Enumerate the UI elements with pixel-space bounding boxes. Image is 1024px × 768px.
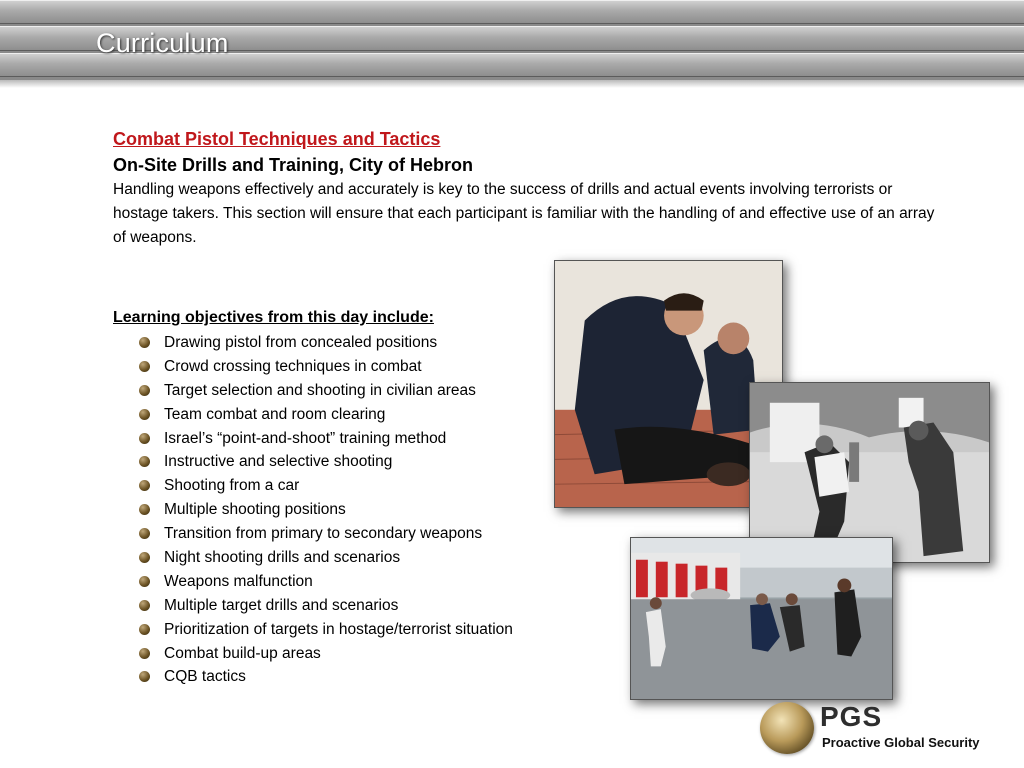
bullet-icon (139, 385, 150, 396)
header-stripe-top (0, 0, 1024, 24)
bullet-icon (139, 624, 150, 635)
objective-item (138, 474, 513, 498)
globe-icon (760, 702, 814, 754)
bullet-icon (139, 361, 150, 372)
objective-text: Target selection and shooting in civilian areas (164, 381, 476, 399)
section-content (113, 126, 943, 250)
objective-item (138, 594, 513, 618)
logo-abbr: PGS (820, 701, 883, 732)
objective-item (138, 642, 513, 666)
objectives-title: Learning objectives from this day include: (113, 309, 434, 326)
objective-text: Weapons malfunction (164, 572, 313, 590)
objective-text: Prioritization of targets in hostage/terrorist situation (164, 620, 513, 638)
objective-item (138, 618, 513, 642)
section-subtitle: On-Site Drills and Training, City of Hebron (113, 155, 474, 175)
objective-text: Multiple shooting positions (164, 501, 346, 519)
bullet-icon (139, 337, 150, 348)
objective-text: Shooting from a car (164, 477, 300, 495)
photo-range-drill (749, 382, 990, 563)
objective-text: Drawing pistol from concealed positions (164, 334, 438, 351)
objective-text: Crowd crossing techniques in combat (164, 357, 422, 375)
bullet-icon (139, 671, 150, 682)
objective-item (138, 427, 513, 451)
section-title: Combat Pistol Techniques and Tactics (113, 129, 441, 149)
objective-item (138, 403, 513, 427)
objective-text: Instructive and selective shooting (164, 453, 393, 471)
section-intro: Handling weapons effectively and accurately is key to the success of drills and actual events involving terrorists or hostage takers. This section will ensure that each participant is familiar with the handling of and effective use of an array of weapons. (113, 181, 935, 246)
objective-item (138, 498, 513, 522)
pgs-logo (760, 700, 1000, 760)
bullet-icon (139, 456, 150, 467)
logo-name: Proactive Global Security (822, 735, 980, 750)
bullet-icon (139, 648, 150, 659)
bullet-icon (139, 433, 150, 444)
objective-text: Transition from primary to secondary weapons (164, 525, 483, 543)
objective-item (138, 355, 513, 379)
objective-item (138, 522, 513, 546)
bullet-icon (139, 480, 150, 491)
objective-item (138, 665, 513, 689)
slide-title: Curriculum (96, 28, 229, 58)
objective-item (138, 379, 513, 403)
objective-text: Multiple target drills and scenarios (164, 596, 399, 614)
bullet-icon (139, 528, 150, 539)
objective-text: Team combat and room clearing (164, 405, 386, 423)
objective-text: CQB tactics (164, 668, 246, 686)
objective-item (138, 450, 513, 474)
bullet-icon (139, 409, 150, 420)
bullet-icon (139, 576, 150, 587)
objective-item (138, 546, 513, 570)
objective-text: Night shooting drills and scenarios (164, 549, 401, 567)
photo-outdoor-drill (630, 537, 893, 700)
objective-item (138, 570, 513, 594)
objective-item (138, 331, 513, 355)
bullet-icon (139, 600, 150, 611)
objectives-list (138, 331, 513, 689)
header-band (0, 0, 1024, 80)
bullet-icon (139, 552, 150, 563)
objective-text: Israel’s “point-and-shoot” training method (164, 429, 447, 447)
objective-text: Combat build-up areas (164, 644, 321, 662)
header-shadow (0, 80, 1024, 88)
bullet-icon (139, 504, 150, 515)
